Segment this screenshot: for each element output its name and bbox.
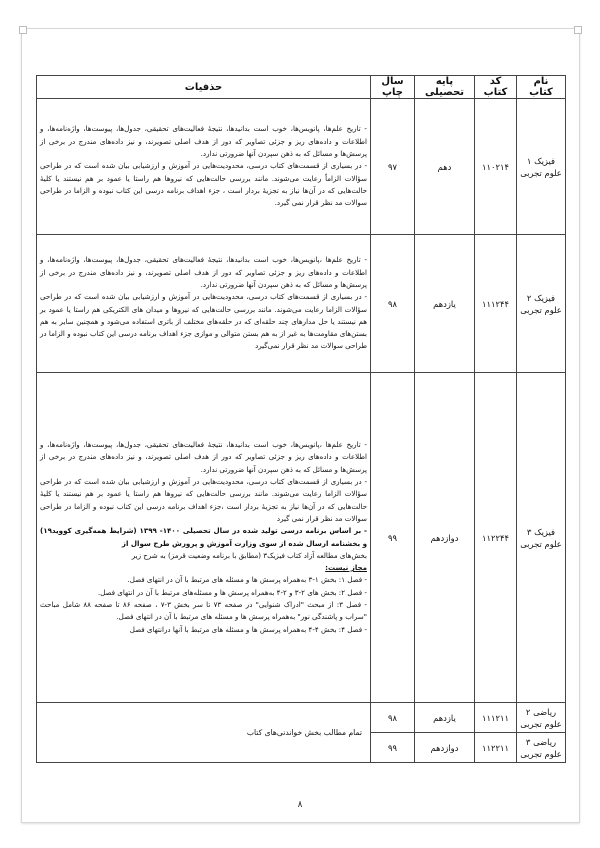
not-allowed-label: مجاز نیست: — [325, 563, 367, 573]
deletion-paragraph: - در بسیاری از قسمت‌های کتاب درسی، محدودیت‌هایی در آموزش و ارزشیابی بیان شده است که در طراحی سؤالات الزاما رعایت می‌شوند. مانند بررسی حالت‌هایی که نیروها هم راستا یا عمود بر هم نیستند یا کلیهٔ حالت‌هایی که در آن‌ها نیاز به تجزیهٔ بردار است ،جزء اهداف برنامه درسی این کتاب نبوده و الزاما در طراحی سوالات مد نظر قرار نمی گیرد — [40, 477, 367, 523]
book-name-cell — [517, 703, 566, 733]
grade-cell: دوازدهم — [415, 373, 475, 703]
book-title: فیزیک ۳ — [526, 526, 556, 537]
header-grade: پایه تحصیلی — [415, 76, 475, 99]
book-name-cell — [517, 235, 566, 373]
book-name-cell — [517, 99, 566, 235]
deletion-paragraph: - در بسیاری از قسمت‌های کتاب درسی، محدودیت‌هایی در آموزش و ارزشیابی بیان شده است که در طراحی سؤالات الزاما رعایت می‌شوند. مانند بررسی حالت‌هایی که نیروها و میدان های الکتریکی هم راستا یا عمود بر هم نیستند یا حل مدارهای چند حلقه‌ای که در حلقه‌های مختلف از باتری استفاده می‌شود و همچنین سایر به هم بستن‌های مقاومت‌ها به غیر از به هم بستن متوالی و موازی جزء اهداف برنامه درسی این کتاب نبوده و الزاما در طراحی سوالات مد نظر قرار نمی‌گیرد — [40, 292, 367, 351]
book-title: ریاضی ۲ — [525, 706, 557, 717]
textbook-deletions-table — [36, 75, 566, 763]
book-field: علوم تجربی — [520, 538, 562, 549]
header-print-year: سال چاپ — [371, 76, 415, 99]
print-year-cell: ۹۷ — [371, 99, 415, 235]
free-study-note: بخش‌های مطالعه آزاد کتاب فیزیک۳ (مطابق با برنامه وضعیت قرمز) به شرح زیر — [131, 550, 367, 560]
grade-cell: دهم — [415, 99, 475, 235]
table-header-row — [37, 76, 566, 99]
print-year-cell: ۹۹ — [371, 373, 415, 703]
deletion-paragraph: - در بسیاری از قسمت‌های کتاب درسی، محدودیت‌هایی در آموزش و ارزشیابی بیان شده است که در طراحی سؤالات الزاماً رعایت می‌شوند. مانند بررسی حالت‌هایی که نیروها هم راستا یا عمود بر هم نیستند یا کلیهٔ حالت‌هایی که در آن‌ها نیاز به تجزیهٔ بردار است ، جزء اهداف برنامه درسی این کتاب نبوده و الزاما در طراحی سوالات مد نظر قرار نمی گیرد. — [40, 161, 367, 208]
book-code-cell: ۱۱۲۲۴۴ — [475, 373, 517, 703]
header-deletions: حذفیات — [37, 76, 371, 99]
chapter-item: - فصل ۳: از مبحث "ادراک شنوایی" در صفحه ۷۳ تا سر بخش ۳-۷ ، صفحه ۸۶ تا صفحه ۸۸ شامل مباحث "سراب و پاشندگی نور" به‌همراه پرسش ها و مسئله های مرتبط با آن در انتهای فصل. — [40, 599, 367, 622]
book-field: علوم تجربی — [520, 718, 562, 729]
deletions-cell — [37, 373, 371, 703]
deletion-paragraph: - تاریخ علم‌ها، پانویس‌ها، خوب است بدانیدها، نتیجهٔ فعالیت‌های تحقیقی، جدول‌ها، پیوست‌ها، واژه‌نامه‌ها، و اطلاعات و داده‌های ریز و جزئی تصاویر که دور از هدف اصلی تصویرند، و نیز داده‌های مندرج در برخی از پرسش‌ها و مسائل که به ذهن سپردن آنها ضرورتی ندارد. — [40, 124, 367, 159]
book-code-cell: ۱۱۱۲۴۴ — [475, 235, 517, 373]
grade-cell: یازدهم — [415, 703, 475, 733]
chapter-item: - فصل ۴: بخش ۴-۴ به‌همراه پرسش ها و مسئله های مرتبط با آنها درانتهای فصل — [129, 624, 367, 634]
header-book-name: نام کتاب — [517, 76, 566, 99]
grade-cell: یازدهم — [415, 235, 475, 373]
covid-notice: - بر اساس برنامه درسی تولید شده در سال تحصیلی ۱۴۰۰- ۱۳۹۹ (شرایط همه‌گیری کووید۱۹) و بخشنامه ارسال شده از سوی وزارت آموزش و پرورش طرح سوال از — [40, 526, 367, 548]
table-row — [37, 99, 566, 235]
math-deletions-cell: تمام مطالب بخش خواندنی‌های کتاب — [37, 703, 371, 763]
table-row — [37, 235, 566, 373]
deletions-cell — [37, 235, 371, 373]
book-name-cell — [517, 373, 566, 703]
book-field: علوم تجربی — [520, 748, 562, 759]
deletion-paragraph: - تاریخ علم‌ها ،پانویس‌ها، خوب است بدانیدها، نتیجهٔ فعالیت‌های تحقیقی، جدول‌ها، پیوست‌ها، واژه‌نامه‌ها، و اطلاعات و داده‌های ریز و جزئی تصاویر که دور از هدف اصلی تصویرند، و نیز داده‌های مندرج در برخی از پرسش‌ها و مسائل که به ذهن سپردن آنها ضرورتی ندارد. — [40, 255, 367, 289]
table-row — [37, 373, 566, 703]
chapter-item: - فصل ۲: بخش های ۲-۳ و ۲-۴ به‌همراه پرسش ها و مسئله‌های مرتبط با آن در انتهای فصل. — [97, 587, 367, 597]
deletions-cell — [37, 99, 371, 235]
print-year-cell: ۹۸ — [371, 235, 415, 373]
book-code-cell: ۱۱۱۲۱۱ — [475, 703, 517, 733]
print-year-cell: ۹۸ — [371, 703, 415, 733]
page-fold-corner — [574, 26, 582, 34]
page-number: ۸ — [297, 800, 303, 810]
table-row — [37, 703, 566, 733]
book-field: علوم تجربی — [520, 167, 562, 178]
header-book-code: کد کتاب — [475, 76, 517, 99]
book-code-cell: ۱۱۰۲۱۴ — [475, 99, 517, 235]
chapter-item: - فصل ۱: بخش ۱-۳ به‌همراه پرسش ها و مسئله های مرتبط با آن در انتهای فصل. — [127, 575, 367, 585]
book-name-cell — [517, 733, 566, 763]
deletion-paragraph: - تاریخ علم‌ها ،پانویس‌ها، خوب است بدانیدها، نتیجهٔ فعالیت‌های تحقیقی، جدول‌ها، پیوست‌ها، واژه‌نامه‌ها، و اطلاعات و داده‌های ریز و جزئی تصاویر که دور از هدف اصلی تصویرند، و نیز داده‌های مندرج در برخی از پرسش‌ها و مسائل که به ذهن سپردن آنها ضرورتی ندارد. — [40, 440, 367, 474]
book-title: فیزیک ۲ — [526, 292, 556, 303]
book-title: ریاضی ۳ — [525, 736, 557, 747]
grade-cell: دوازدهم — [415, 733, 475, 763]
resize-handle-top-left — [19, 26, 27, 34]
book-field: علوم تجربی — [520, 304, 562, 315]
book-title: فیزیک ۱ — [526, 155, 556, 166]
print-year-cell: ۹۹ — [371, 733, 415, 763]
book-code-cell: ۱۱۲۲۱۱ — [475, 733, 517, 763]
